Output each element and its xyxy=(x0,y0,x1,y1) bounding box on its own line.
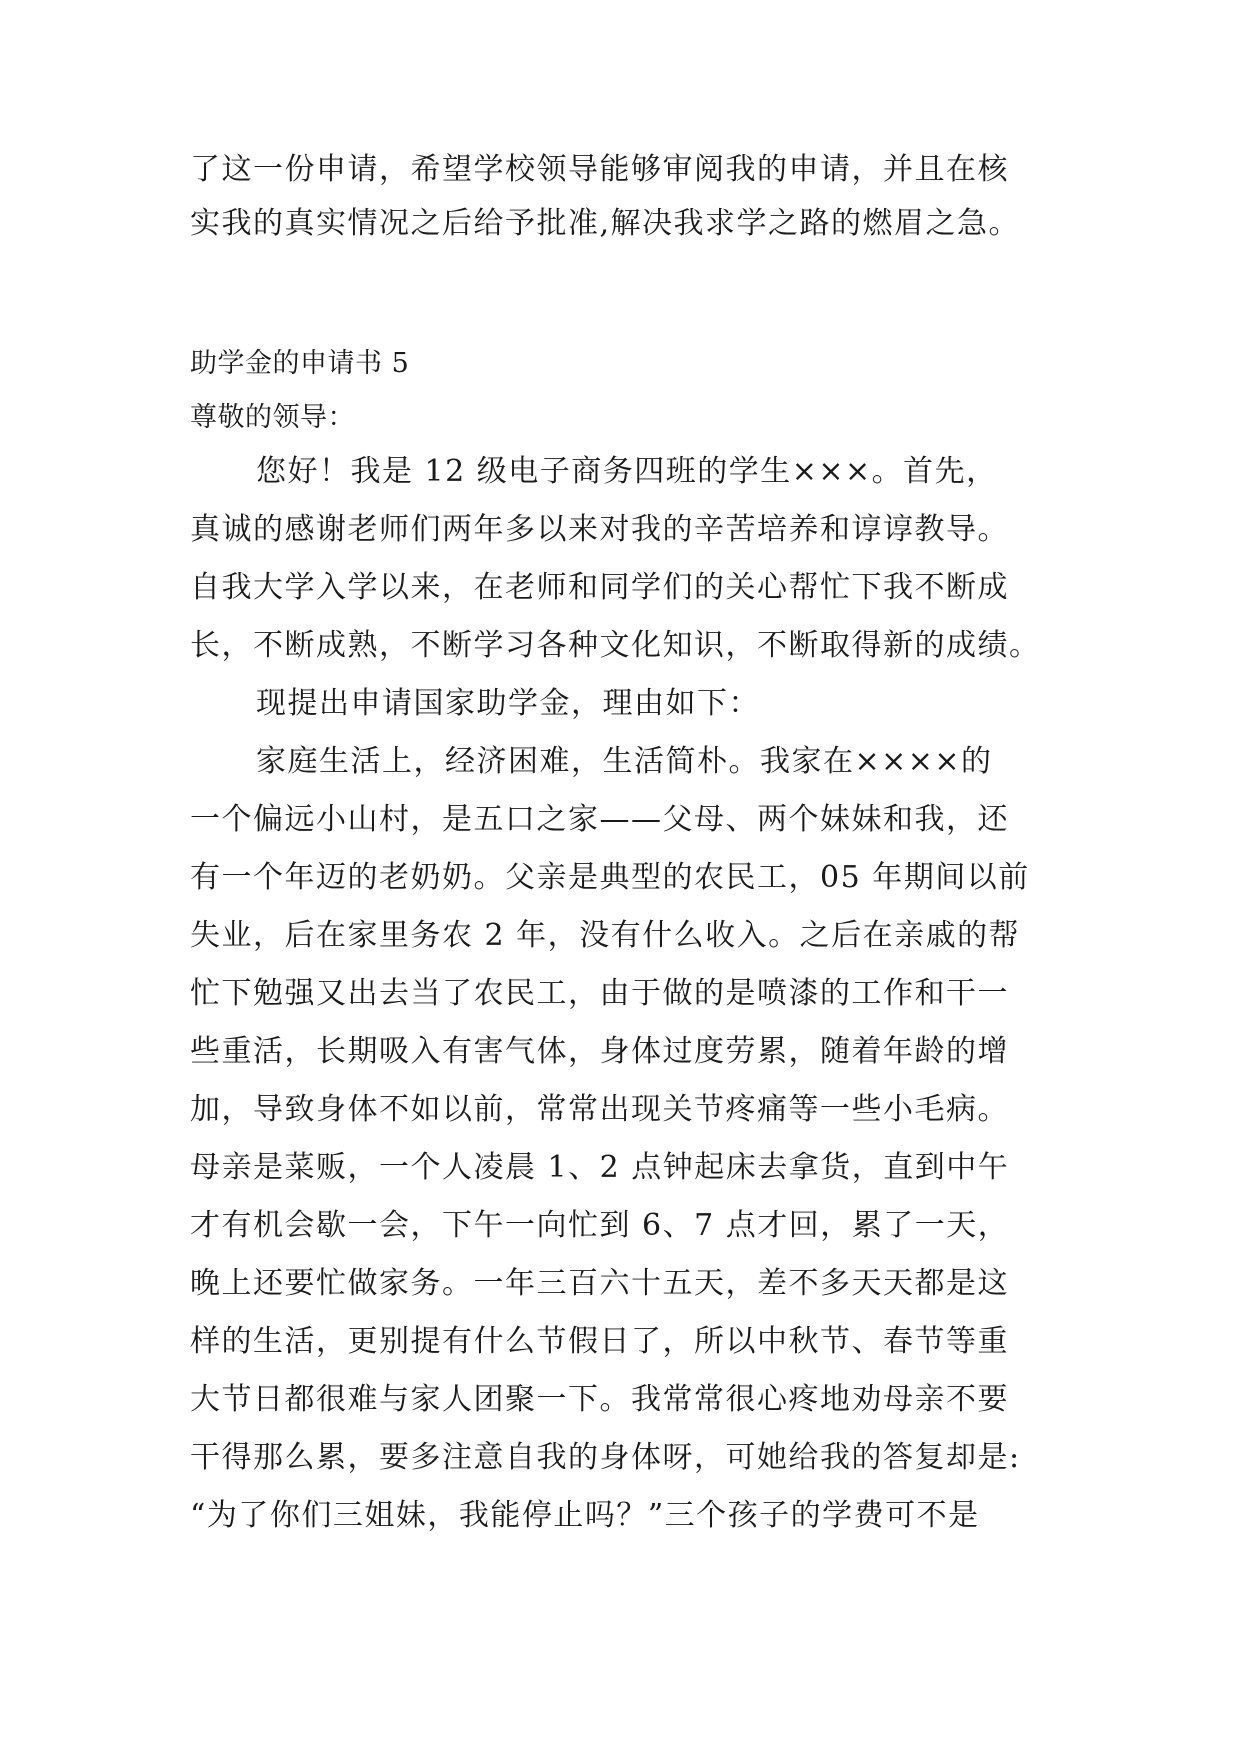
paragraph-line: 有一个年迈的老奶奶。父亲是典型的农民工，05 年期间以前 xyxy=(190,860,1030,895)
paragraph-line: 真诚的感谢老师们两年多以来对我的辛苦培养和谆谆教导。 xyxy=(190,512,1009,547)
paragraph-line: 些重活，长期吸入有害气体，身体过度劳累，随着年龄的增 xyxy=(190,1034,1009,1069)
paragraph-line: 失业，后在家里务农 2 年，没有什么收入。之后在亲戚的帮 xyxy=(190,918,1021,953)
paragraph-line: 长，不断成熟，不断学习各种文化知识，不断取得新的成绩。 xyxy=(190,628,1041,663)
section-title: 助学金的申请书 5 xyxy=(190,348,410,379)
salutation: 尊敬的领导： xyxy=(190,402,355,433)
paragraph-line: “为了你们三姐妹，我能停止吗？”三个孩子的学费可不是 xyxy=(190,1498,980,1533)
paragraph-line: 您好！我是 12 级电子商务四班的学生×××。首先， xyxy=(256,454,998,489)
paragraph-line: 晚上还要忙做家务。一年三百六十五天，差不多天天都是这 xyxy=(190,1266,1009,1301)
paragraph-line: 大节日都很难与家人团聚一下。我常常很心疼地劝母亲不要 xyxy=(190,1382,1009,1417)
paragraph-line: 一个偏远小山村，是五口之家——父母、两个妹妹和我，还 xyxy=(190,802,1009,837)
paragraph-line: 干得那么累，要多注意自我的身体呀，可她给我的答复却是: xyxy=(190,1440,1021,1475)
paragraph-line: 现提出申请国家助学金，理由如下： xyxy=(256,686,760,721)
paragraph-line: 才有机会歇一会，下午一向忙到 6、7 点才回，累了一天， xyxy=(190,1208,1010,1243)
paragraph-line: 加，导致身体不如以前，常常出现关节疼痛等一些小毛病。 xyxy=(190,1092,1009,1127)
paragraph-line: 忙下勉强又出去当了农民工，由于做的是喷漆的工作和干一 xyxy=(190,976,1009,1011)
intro-line-1: 了这一份申请，希望学校领导能够审阅我的申请，并且在核 xyxy=(190,152,1009,187)
paragraph-line: 自我大学入学以来，在老师和同学们的关心帮忙下我不断成 xyxy=(190,570,1009,605)
intro-line-2: 实我的真实情况之后给予批准,解决我求学之路的燃眉之急。 xyxy=(190,206,1021,241)
paragraph-line: 样的生活，更别提有什么节假日了，所以中秋节、春节等重 xyxy=(190,1324,1009,1359)
paragraph-line: 母亲是菜贩，一个人凌晨 1、2 点钟起床去拿货，直到中午 xyxy=(190,1150,1010,1185)
paragraph-line: 家庭生活上，经济困难，生活简朴。我家在××××的 xyxy=(256,744,993,779)
